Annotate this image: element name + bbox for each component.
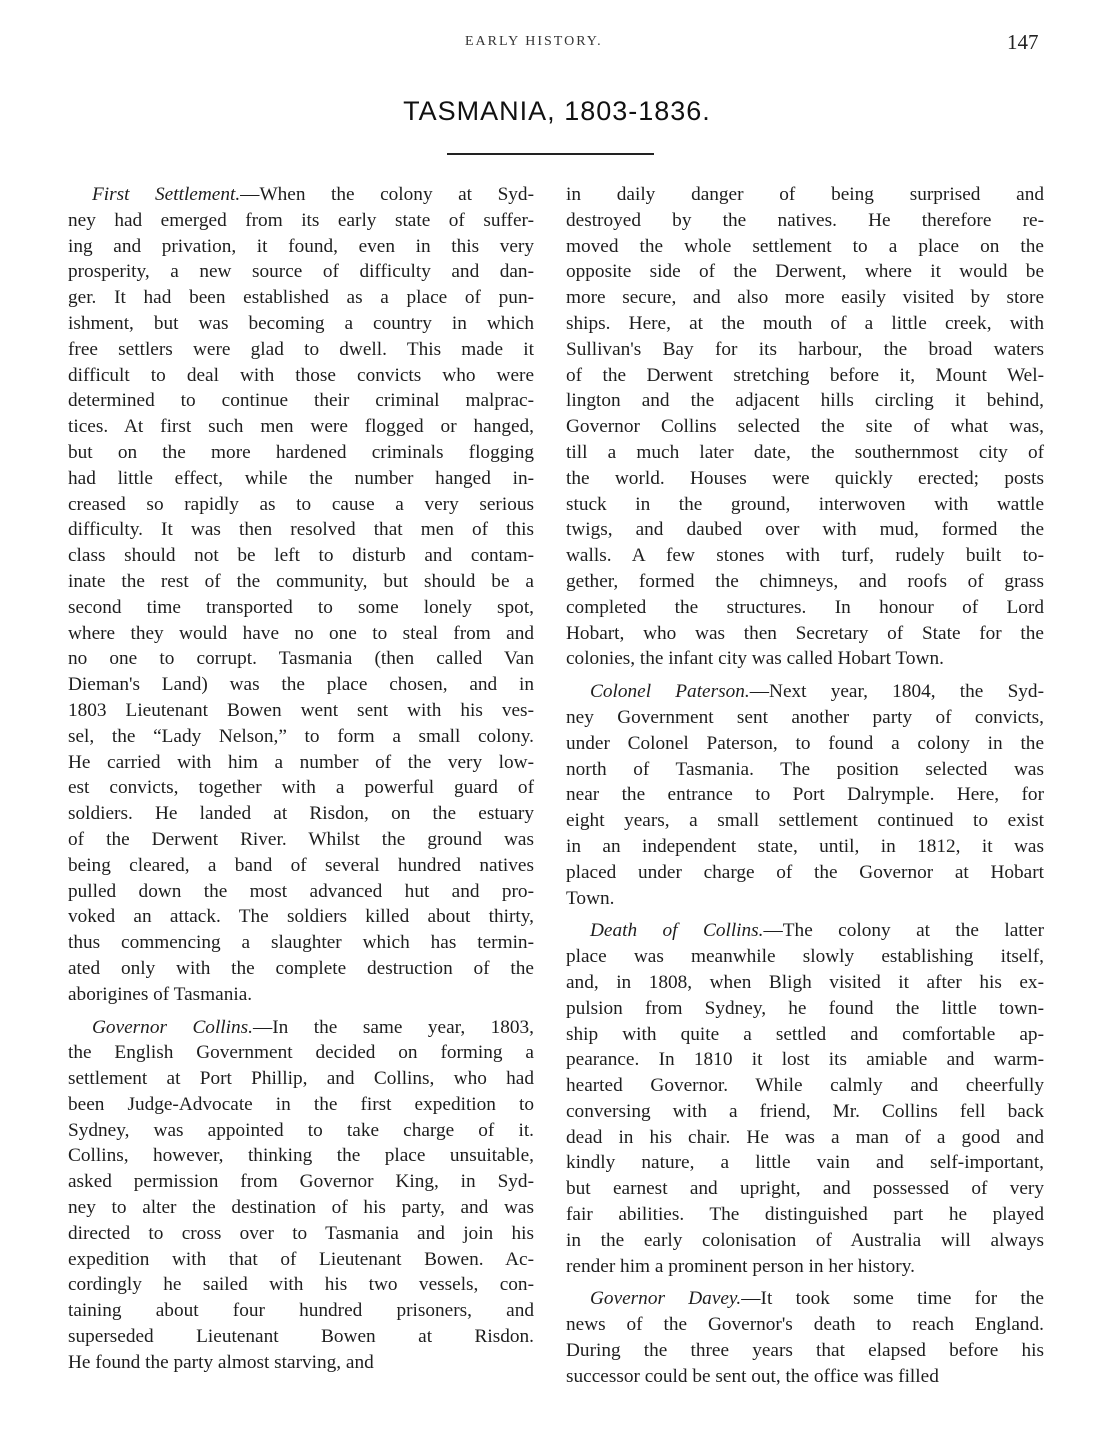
- line-text: He found the party almost starving, and: [68, 1351, 374, 1373]
- line-text: hearted Governor. While calmly and cheerfully: [566, 1075, 1044, 1097]
- text-line: [566, 860, 1044, 886]
- line-text: near the entrance to Port Dalrymple. Here, for: [566, 784, 1044, 806]
- line-text: been Judge-Advocate in the first expedition to: [68, 1093, 534, 1115]
- text-line: [566, 1286, 1044, 1312]
- line-text: fair abilities. The distinguished part he played: [566, 1204, 1044, 1226]
- text-line: [566, 757, 1044, 783]
- text-line: [68, 956, 534, 982]
- text-line: [566, 259, 1044, 285]
- text-line: [566, 621, 1044, 647]
- text-line: [68, 1350, 534, 1376]
- text-line: [566, 996, 1044, 1022]
- text-line: [68, 904, 534, 930]
- text-line: [68, 337, 534, 363]
- text-line: [68, 1221, 534, 1247]
- text-line: [566, 1202, 1044, 1228]
- text-line: [566, 1150, 1044, 1176]
- section-heading: Governor Collins.: [92, 1016, 253, 1038]
- section-heading: First Settlement.: [92, 184, 241, 205]
- line-text: colonies, the infant city was called Hobart Town.: [566, 648, 944, 670]
- text-line: [566, 679, 1044, 705]
- line-text: Collins, however, thinking the place unsuitable,: [68, 1145, 534, 1167]
- text-line: [68, 853, 534, 879]
- line-text: eight years, a small settlement continued to exist: [566, 810, 1044, 832]
- text-line: [566, 1338, 1044, 1364]
- line-text: till a much later date, the southernmost city of: [566, 441, 1044, 463]
- line-text: ing and privation, it found, even in this very: [68, 235, 534, 257]
- line-text: Hobart, who was then Secretary of State for the: [566, 622, 1044, 644]
- text-line: [566, 886, 1044, 912]
- text-line: [566, 834, 1044, 860]
- page-title: TASMANIA, 1803-1836.: [403, 96, 711, 126]
- text-line: [68, 569, 534, 595]
- text-line: [68, 1143, 534, 1169]
- paragraph: [566, 679, 1044, 911]
- line-text: settlement at Port Phillip, and Collins, who had: [68, 1068, 534, 1090]
- text-line: [68, 1092, 534, 1118]
- line-text: —It took some time for the: [741, 1288, 1044, 1310]
- line-text: ated only with the complete destruction of the: [68, 957, 534, 979]
- paragraph: [566, 1286, 1044, 1389]
- line-text: of the Derwent stretching before it, Mount Wel-: [566, 364, 1044, 386]
- section-heading: Colonel Paterson.: [590, 681, 750, 703]
- text-line: [68, 827, 534, 853]
- text-line: [566, 311, 1044, 337]
- text-line: [566, 918, 1044, 944]
- text-line: [68, 234, 534, 260]
- paragraph-gap: [566, 1279, 1044, 1286]
- text-line: [68, 750, 534, 776]
- line-text: aborigines of Tasmania.: [68, 983, 253, 1005]
- line-text: more secure, and also more easily visited by store: [566, 287, 1044, 309]
- paragraph-gap: [566, 911, 1044, 918]
- text-line: [68, 543, 534, 569]
- line-text: voked an attack. The soldiers killed about thirty,: [68, 906, 534, 928]
- right-column: [566, 182, 1044, 1390]
- line-text: est convicts, together with a powerful guard of: [68, 777, 534, 799]
- text-line: [566, 705, 1044, 731]
- line-text: prosperity, a new source of difficulty and dan-: [68, 261, 534, 283]
- text-line: [68, 1195, 534, 1221]
- line-text: determined to continue their criminal malprac-: [68, 390, 534, 412]
- line-text: superseded Lieutenant Bowen at Risdon.: [68, 1326, 534, 1348]
- text-line: [68, 646, 534, 672]
- paragraph: [68, 182, 534, 1008]
- text-line: [68, 724, 534, 750]
- text-line: [566, 970, 1044, 996]
- text-line: [566, 337, 1044, 363]
- paragraph-gap: [566, 672, 1044, 679]
- text-line: [68, 1040, 534, 1066]
- line-text: and, in 1808, when Bligh visited it after his ex-: [566, 971, 1044, 993]
- line-text: but on the more hardened criminals flogging: [68, 441, 534, 463]
- text-line: [566, 1364, 1044, 1390]
- text-line: [68, 517, 534, 543]
- text-line: [68, 1066, 534, 1092]
- line-text: second time transported to some lonely spot,: [68, 596, 534, 618]
- line-text: ney Government sent another party of convicts,: [566, 706, 1044, 728]
- page-number: 147: [1007, 30, 1039, 54]
- line-text: place was meanwhile slowly establishing itself,: [566, 946, 1044, 968]
- text-line: [566, 285, 1044, 311]
- line-text: sel, the “Lady Nelson,” to form a small colony.: [68, 725, 534, 747]
- line-text: pearance. In 1810 it lost its amiable and warm-: [566, 1049, 1044, 1071]
- line-text: —Next year, 1804, the Syd-: [749, 681, 1044, 703]
- line-text: completed the structures. In honour of Lord: [566, 596, 1044, 618]
- text-line: [566, 1176, 1044, 1202]
- text-line: [68, 1118, 534, 1144]
- text-line: [566, 208, 1044, 234]
- text-line: [566, 782, 1044, 808]
- line-text: thus commencing a slaughter which has termin-: [68, 932, 534, 954]
- line-text: ships. Here, at the mouth of a little creek, with: [566, 312, 1044, 334]
- line-text: north of Tasmania. The position selected was: [566, 758, 1044, 780]
- title-divider: [447, 153, 654, 155]
- text-line: [566, 1254, 1044, 1280]
- line-text: class should not be left to disturb and contam-: [68, 545, 534, 567]
- text-line: [68, 440, 534, 466]
- line-text: the English Government decided on forming a: [68, 1042, 534, 1064]
- line-text: news of the Governor's death to reach England.: [566, 1314, 1044, 1336]
- line-text: in an independent state, until, in 1812, it was: [566, 835, 1044, 857]
- line-text: lington and the adjacent hills circling it behind,: [566, 390, 1044, 412]
- text-line: [68, 672, 534, 698]
- line-text: in daily danger of being surprised and: [566, 184, 1044, 205]
- text-line: [566, 646, 1044, 672]
- line-text: no one to corrupt. Tasmania (then called Van: [68, 648, 534, 670]
- line-text: kindly nature, a little vain and self-important,: [566, 1152, 1044, 1174]
- line-text: the world. Houses were quickly erected; posts: [566, 467, 1044, 489]
- line-text: pulled down the most advanced hut and pro-: [68, 880, 534, 902]
- line-text: in the early colonisation of Australia will always: [566, 1229, 1044, 1251]
- text-line: [68, 698, 534, 724]
- text-line: [68, 595, 534, 621]
- section-heading: Death of Collins.: [590, 920, 764, 942]
- line-text: soldiers. He landed at Risdon, on the estuary: [68, 803, 534, 825]
- line-text: ishment, but was becoming a country in which: [68, 312, 534, 334]
- text-line: [566, 1125, 1044, 1151]
- text-line: [566, 731, 1044, 757]
- text-line: [68, 466, 534, 492]
- text-line: [566, 569, 1044, 595]
- line-text: creased so rapidly as to cause a very serious: [68, 493, 534, 515]
- line-text: Sydney, was appointed to take charge of it.: [68, 1119, 534, 1141]
- line-text: difficult to deal with those convicts who were: [68, 364, 534, 386]
- line-text: render him a prominent person in her history.: [566, 1255, 915, 1277]
- text-line: [68, 801, 534, 827]
- text-line: [68, 1272, 534, 1298]
- text-line: [566, 517, 1044, 543]
- text-line: [566, 1073, 1044, 1099]
- text-line: [68, 182, 534, 208]
- line-text: destroyed by the natives. He therefore re-: [566, 209, 1044, 231]
- text-line: [566, 1099, 1044, 1125]
- text-line: [566, 808, 1044, 834]
- text-line: [68, 621, 534, 647]
- line-text: twigs, and daubed over with mud, formed the: [566, 519, 1044, 541]
- text-line: [68, 492, 534, 518]
- line-text: conversing with a friend, Mr. Collins fell back: [566, 1100, 1044, 1122]
- text-line: [68, 930, 534, 956]
- line-text: ney to alter the destination of his party, and was: [68, 1197, 534, 1219]
- text-line: [68, 1298, 534, 1324]
- line-text: pulsion from Sydney, he found the little town-: [566, 997, 1044, 1019]
- line-text: under Colonel Paterson, to found a colony in the: [566, 732, 1044, 754]
- text-line: [566, 363, 1044, 389]
- line-text: Governor Collins selected the site of what was,: [566, 416, 1044, 438]
- line-text: opposite side of the Derwent, where it would be: [566, 261, 1044, 283]
- text-line: [566, 492, 1044, 518]
- text-line: [68, 1324, 534, 1350]
- text-line: [68, 982, 534, 1008]
- line-text: dead in his chair. He was a man of a good and: [566, 1126, 1044, 1148]
- text-line: [68, 259, 534, 285]
- paragraph: [566, 182, 1044, 672]
- text-line: [566, 595, 1044, 621]
- line-text: where they would have no one to steal from and: [68, 622, 534, 644]
- line-text: Sullivan's Bay for its harbour, the broad waters: [566, 338, 1044, 360]
- line-text: —The colony at the latter: [763, 920, 1044, 942]
- line-text: ney had emerged from its early state of suffer-: [68, 209, 534, 231]
- line-text: placed under charge of the Governor at Hobart: [566, 861, 1044, 883]
- running-title: EARLY HISTORY.: [465, 34, 603, 49]
- line-text: being cleared, a band of several hundred natives: [68, 854, 534, 876]
- line-text: difficulty. It was then resolved that men of this: [68, 519, 534, 541]
- paragraph-gap: [68, 1008, 534, 1015]
- line-text: He carried with him a number of the very low-: [68, 751, 534, 773]
- text-line: [68, 414, 534, 440]
- line-text: free settlers were glad to dwell. This made it: [68, 338, 534, 360]
- text-line: [68, 879, 534, 905]
- text-line: [68, 1169, 534, 1195]
- line-text: successor could be sent out, the office was filled: [566, 1365, 939, 1387]
- line-text: tices. At first such men were flogged or hanged,: [68, 416, 534, 438]
- line-text: Town.: [566, 887, 615, 909]
- line-text: 1803 Lieutenant Bowen went sent with his ves-: [68, 699, 534, 721]
- text-line: [566, 1022, 1044, 1048]
- text-line: [566, 1047, 1044, 1073]
- text-line: [68, 388, 534, 414]
- text-line: [68, 1015, 534, 1041]
- text-line: [566, 466, 1044, 492]
- line-text: During the three years that elapsed before his: [566, 1340, 1044, 1362]
- text-line: [566, 182, 1044, 208]
- text-line: [68, 1247, 534, 1273]
- text-line: [566, 388, 1044, 414]
- line-text: asked permission from Governor King, in Syd-: [68, 1171, 534, 1193]
- left-column: [68, 182, 534, 1376]
- line-text: —In the same year, 1803,: [252, 1016, 535, 1038]
- text-line: [566, 543, 1044, 569]
- line-text: ger. It had been established as a place of pun-: [68, 287, 534, 309]
- line-text: ship with quite a settled and comfortable ap-: [566, 1023, 1044, 1045]
- text-line: [566, 1312, 1044, 1338]
- line-text: cordingly he sailed with his two vessels, con-: [68, 1274, 534, 1296]
- line-text: walls. A few stones with turf, rudely built to-: [566, 545, 1044, 567]
- text-line: [566, 414, 1044, 440]
- text-line: [68, 775, 534, 801]
- line-text: directed to cross over to Tasmania and join his: [68, 1222, 534, 1244]
- text-line: [68, 285, 534, 311]
- line-text: stuck in the ground, interwoven with wattle: [566, 493, 1044, 515]
- paragraph: [566, 918, 1044, 1279]
- line-text: inate the rest of the community, but should be a: [68, 570, 534, 592]
- text-line: [566, 1228, 1044, 1254]
- text-line: [566, 440, 1044, 466]
- line-text: Dieman's Land) was the place chosen, and in: [68, 674, 534, 696]
- text-line: [68, 311, 534, 337]
- text-line: [68, 363, 534, 389]
- paragraph: [68, 1015, 534, 1376]
- line-text: expedition with that of Lieutenant Bowen. Ac-: [68, 1248, 534, 1270]
- line-text: had little effect, while the number hanged in-: [68, 467, 534, 489]
- line-text: gether, formed the chimneys, and roofs of grass: [566, 570, 1044, 592]
- line-text: moved the whole settlement to a place on the: [566, 235, 1044, 257]
- text-line: [68, 208, 534, 234]
- line-text: of the Derwent River. Whilst the ground was: [68, 828, 534, 850]
- line-text: taining about four hundred prisoners, and: [68, 1300, 534, 1322]
- line-text: —When the colony at Syd-: [240, 184, 534, 205]
- section-heading: Governor Davey.: [590, 1288, 742, 1310]
- text-line: [566, 944, 1044, 970]
- line-text: but earnest and upright, and possessed of very: [566, 1178, 1044, 1200]
- text-line: [566, 234, 1044, 260]
